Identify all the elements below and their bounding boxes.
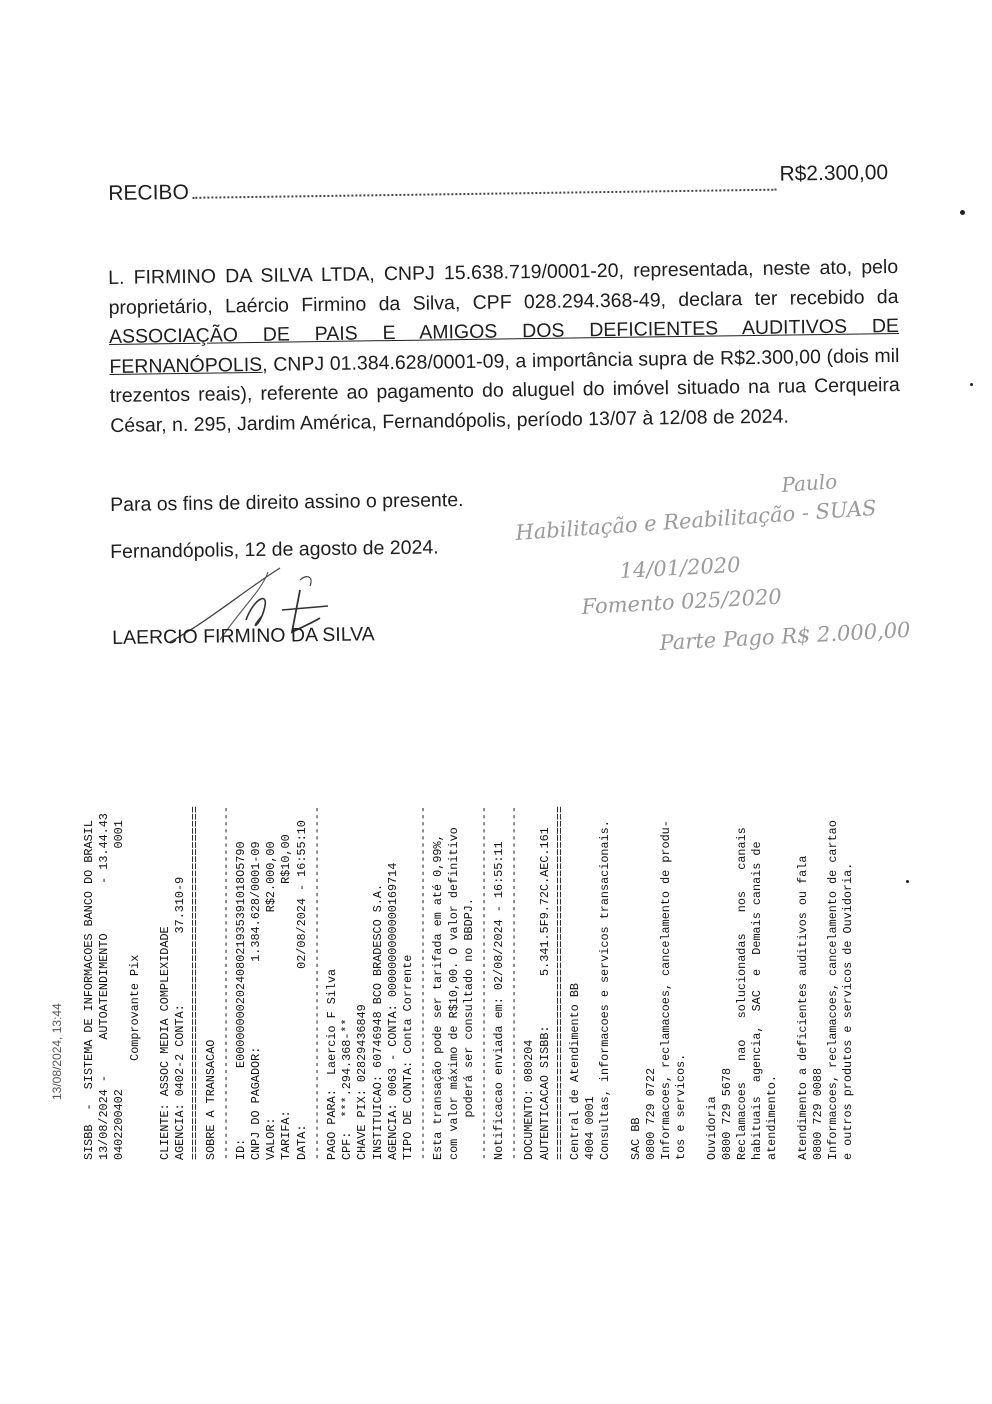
slip-line: SOBRE A TRANSACAO xyxy=(203,1039,218,1160)
slip-line xyxy=(143,740,158,1160)
slip-line: e outros produtos e servicos de Ouvidoria. xyxy=(841,862,856,1160)
slip-line: Consultas, informacoes e servicos transacionais. xyxy=(598,820,613,1160)
receipt-amount: R$2.300,00 xyxy=(779,161,889,186)
place-and-date: Fernandópolis, 12 de agosto de 2024. xyxy=(110,536,439,563)
slip-line: PAGO PARA: Laercio F Silva xyxy=(325,968,339,1160)
slip-line: INSTITUICAO: 60746948 BCO BRADESCO S.A. xyxy=(370,883,385,1160)
slip-line: poderá ser consultado no BBDPJ. xyxy=(461,898,476,1160)
scan-speck xyxy=(906,880,909,883)
slip-line xyxy=(614,740,629,1160)
slip-line: CPF: ***.294.368-** xyxy=(340,1018,355,1160)
slip-line: DOCUMENTO: 080204 xyxy=(522,1039,537,1160)
slip-line: 0800 729 0722 xyxy=(643,1067,658,1160)
note-date: 14/01/2020 xyxy=(619,552,742,583)
slip-line: habituais agencia, SAC e Demais canais de xyxy=(750,841,765,1160)
note-paulo: Paulo xyxy=(780,469,839,497)
slip-line: AUTENTICACAO SISBB: 5.341.5F9.72C.AEC.161 xyxy=(537,827,552,1160)
slip-line: -------------------------------------------------- xyxy=(309,806,324,1160)
slip-line: Central de Atendimento BB xyxy=(568,983,582,1160)
signer-name: LAERCIO FIRMINO DA SILVA xyxy=(112,623,375,649)
slip-line: -------------------------------------------------- xyxy=(507,806,522,1160)
body-rest: CNPJ 01.384.628/0001-09, a importância supra de R$2.300,00 (dois mil trezentos reais), referente ao pagamento do aluguel do imóvel situado na rua Cerqueira César, n. 295, Jardim América, Fernandópolis, período 13/07 à 12/08 de 2024. xyxy=(109,344,900,437)
recipient-organization: ASSOCIAÇÃO DE PAIS E AMIGOS DOS DEFICIENTES AUDITIVOS DE FERNANÓPOLIS, xyxy=(108,314,900,378)
slip-line: -------------------------------------------------- xyxy=(416,806,431,1160)
handwritten-annotations xyxy=(0,0,992,700)
slip-line: CNPJ DO PAGADOR: 1.384.628/0001-09 xyxy=(249,841,264,1160)
slip-line: 13/08/2024 - AUTOATENDIMENTO - 13.44.43 xyxy=(97,813,112,1160)
slip-line: TARIFA: R$10,00 xyxy=(279,834,294,1160)
slip-line: CHAVE PIX: 02829436849 xyxy=(355,1004,370,1160)
slip-line: AGENCIA: 0402-2 CONTA: 37.310-9 xyxy=(173,876,188,1160)
slip-line: Reclamacoes nao solucionadas nos canais xyxy=(735,827,750,1160)
slip-line: TIPO DE CONTA: Conta Corrente xyxy=(400,954,415,1160)
slip-line: DATA: 02/08/2024 - 16:55:10 xyxy=(294,820,309,1160)
slip-line: Ouvidoria xyxy=(704,1096,719,1160)
slip-line: 4004 0001 xyxy=(583,1096,598,1160)
note-habilitacao: Habilitação e Reabilitação - SUAS xyxy=(514,495,878,545)
slip-line: -------------------------------------------------- xyxy=(476,806,491,1160)
slip-line: Atendimento a deficientes auditivos ou fala xyxy=(795,855,810,1160)
note-parte-pago: Parte Pago R$ 2.000,00 xyxy=(659,617,912,655)
slip-line: SISBB - SISTEMA DE INFORMACOES BANCO DO BRASIL xyxy=(82,820,96,1160)
slip-line: ID: E00000000202408021935391018O5790 xyxy=(233,841,248,1160)
slip-line: atendimento. xyxy=(765,1075,780,1160)
scan-speck xyxy=(960,210,965,215)
scan-speck xyxy=(970,383,973,386)
slip-line: 0800 729 5678 xyxy=(719,1067,734,1160)
slip-line: Informacoes, reclamacoes, cancelamento de cartao xyxy=(826,820,841,1160)
slip-line: Comprovante Pix xyxy=(127,954,142,1160)
slip-line: VALOR: R$2.000,00 xyxy=(264,841,279,1160)
slip-line: 0402200402 0001 xyxy=(112,820,127,1160)
slip-line: Informacoes, reclamacoes, cancelamento de produ- xyxy=(659,820,674,1160)
slip-line xyxy=(781,740,796,1160)
slip-line: CLIENTE: ASSOC MEDIA COMPLEXIDADE xyxy=(157,926,172,1160)
closing-statement: Para os fins de direito assino o presente. xyxy=(110,489,464,516)
body-intro: L. FIRMINO DA SILVA LTDA, CNPJ 15.638.719/0001-20, representada, neste ato, pelo proprietário, Laércio Firmino da Silva, CPF 028.294.368-49, declara ter recebido da xyxy=(108,255,899,319)
receipt-title: RECIBO xyxy=(108,180,189,205)
slip-line: ================================================== xyxy=(552,806,567,1160)
note-fomento: Fomento 025/2020 xyxy=(581,584,783,619)
slip-line: Notificacao enviada em: 02/08/2024 - 16:55:11 xyxy=(492,841,507,1160)
slip-line: -------------------------------------------------- xyxy=(218,806,233,1160)
slip-line: tos e servicos. xyxy=(674,1053,689,1160)
slip-line: Esta transação pode ser tarifada em até 0,99%, xyxy=(431,834,446,1160)
slip-line: AGENCIA: 0063 - CONTA: 0000000000000169714 xyxy=(385,862,400,1160)
slip-line: SAC BB xyxy=(628,1117,643,1160)
slip-line: com valor máximo de R$10,00. O valor definitivo xyxy=(446,827,461,1160)
print-timestamp: 13/08/2024, 13:44 xyxy=(50,1003,64,1100)
slip-line xyxy=(690,740,705,1160)
slip-line: ================================================== xyxy=(188,806,203,1160)
bank-receipt-text xyxy=(82,740,857,1160)
bank-pix-receipt xyxy=(82,740,897,1160)
slip-line: 0800 729 0088 xyxy=(811,1067,825,1160)
